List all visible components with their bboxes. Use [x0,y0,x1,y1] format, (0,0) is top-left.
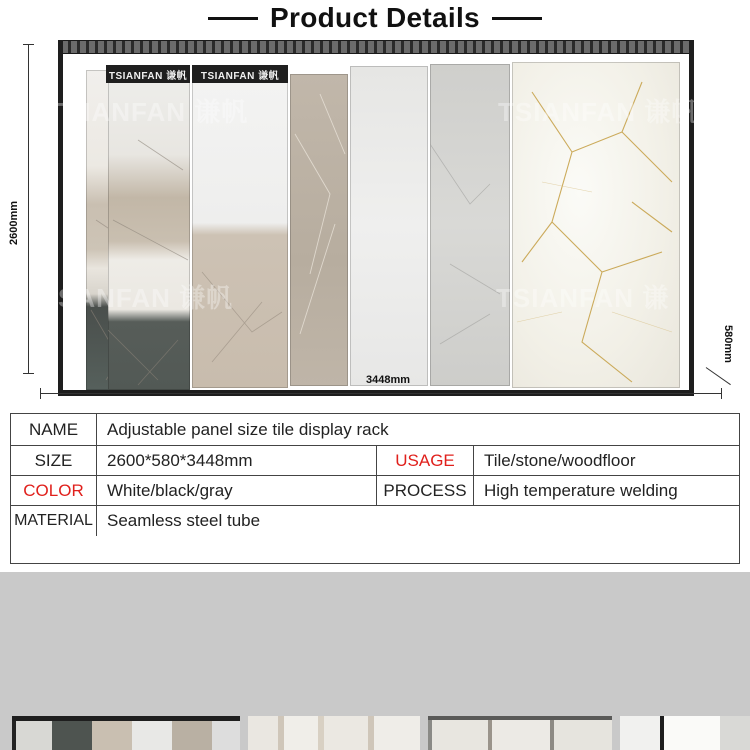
rack-top-frame [58,40,694,54]
spec-row-color [11,476,739,506]
gallery-thumbnail-showroom [428,716,612,750]
color-value: White/black/gray [96,476,376,505]
depth-dimension-label: 580mm [722,325,735,363]
spec-row-material [11,506,739,536]
watermark: TSIANFAN 谦帆 [498,97,699,127]
tile-panel-4 [290,74,348,386]
tile-panel-3 [192,82,288,388]
tile-panel-7 [512,62,680,388]
process-value: High temperature welding [473,476,739,505]
height-dimension-label-wrap [2,188,26,258]
usage-label: USAGE [376,446,473,475]
bottom-gallery-strip [0,572,750,750]
color-label: COLOR [23,480,84,500]
section-heading [0,0,750,36]
gallery-thumbnail-rack [12,716,240,750]
gallery-thumbnail-slabs [248,716,420,750]
name-value: Adjustable panel size tile display rack [96,414,739,445]
page-title: Product Details [270,2,480,33]
brand-label: TSIANFAN 谦帆 [106,65,190,83]
width-dimension-line [40,393,722,394]
gallery-thumbnail-panels [620,716,750,750]
watermark: SANFAN 谦帆 [58,283,234,313]
display-rack-illustration [48,40,699,396]
rack-right-post [689,40,694,396]
material-label: MATERIAL [14,512,93,529]
size-value: 2600*580*3448mm [96,446,376,475]
size-label: SIZE [34,450,73,470]
watermark: TSIANFAN 谦帆 [48,97,249,127]
spec-row-size [11,446,739,476]
heading-rule-right [492,17,542,20]
tile-panel-6 [430,64,510,386]
process-label: PROCESS [376,476,473,505]
width-dimension-label: 3448mm [365,374,411,386]
material-value: Seamless steel tube [96,506,739,536]
heading-rule-left [208,17,258,20]
tile-panel-5 [350,66,428,386]
depth-dimension-label-wrap [712,316,744,372]
watermark: TSIANFAN 谦 [496,283,670,313]
height-dimension-label: 2600mm [8,200,21,246]
tile-panel-2 [108,80,190,390]
spec-table [10,413,740,564]
name-label: NAME [28,419,79,439]
usage-value: Tile/stone/woodfloor [473,446,739,475]
height-dimension-line [28,44,29,374]
spec-row-name [11,414,739,446]
rack-left-post [58,40,63,396]
brand-label: TSIANFAN 谦帆 [192,65,288,83]
